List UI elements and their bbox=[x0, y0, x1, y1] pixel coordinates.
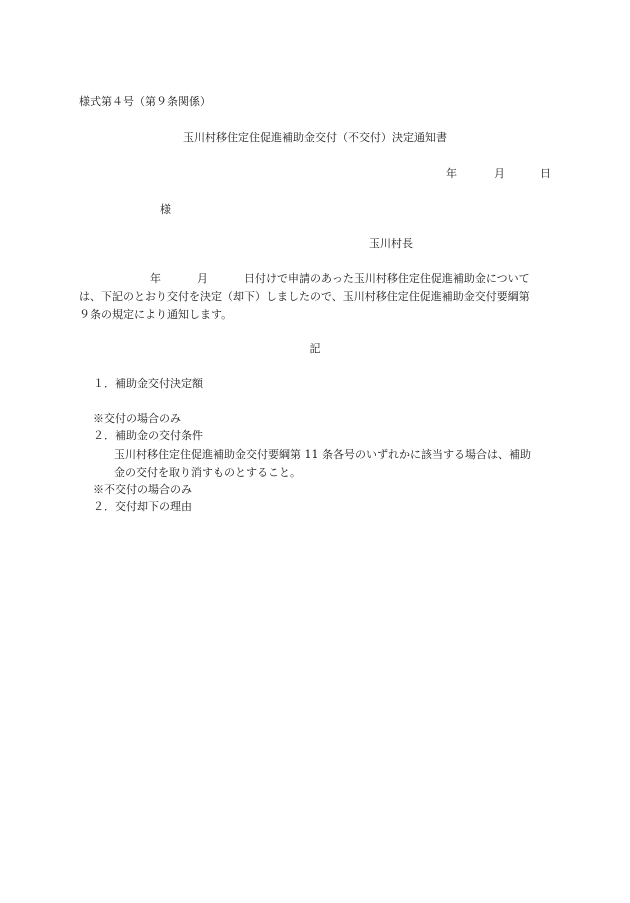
sender-name: 玉川村長 bbox=[369, 237, 413, 250]
grant-conditions-line-1: 玉川村移住定住促進補助金交付要綱第 11 条各号のいずれかに該当する場合は、補助 bbox=[114, 448, 531, 461]
grant-conditions-line-2: 金の交付を取り消すものとすること。 bbox=[114, 466, 301, 479]
grant-conditions-text bbox=[114, 446, 551, 482]
body-line-1 bbox=[79, 270, 551, 288]
item-2-rejection-reason: ２．交付却下の理由 bbox=[93, 500, 192, 513]
body-paragraph bbox=[79, 270, 551, 324]
document-title: 玉川村移住定住促進補助金交付（不交付）決定通知書 bbox=[183, 131, 447, 144]
body-line-1-text: 日付けで申請のあった玉川村移住定住促進補助金について bbox=[244, 272, 530, 285]
date-day-label: 日 bbox=[540, 167, 551, 180]
body-month-label: 月 bbox=[197, 272, 208, 285]
date-month-label: 月 bbox=[494, 167, 505, 180]
body-line-2: は、下記のとおり交付を決定（却下）しましたので、玉川村移住定住促進補助金交付要綱第 bbox=[79, 290, 530, 303]
body-year-label: 年 bbox=[150, 272, 161, 285]
item-2-grant-conditions: ２．補助金の交付条件 bbox=[93, 429, 203, 442]
ki-heading: 記 bbox=[309, 342, 321, 355]
date-year-label: 年 bbox=[446, 167, 457, 180]
note-reject-only: ※不交付の場合のみ bbox=[93, 483, 192, 496]
form-number: 様式第４号（第９条関係） bbox=[79, 95, 211, 108]
addressee-suffix: 様 bbox=[160, 203, 171, 216]
date-row bbox=[446, 167, 551, 181]
body-line-3: ９条の規定により通知します。 bbox=[79, 308, 233, 321]
item-1-grant-amount: １．補助金交付決定額 bbox=[93, 377, 203, 390]
note-grant-only: ※交付の場合のみ bbox=[93, 412, 181, 425]
